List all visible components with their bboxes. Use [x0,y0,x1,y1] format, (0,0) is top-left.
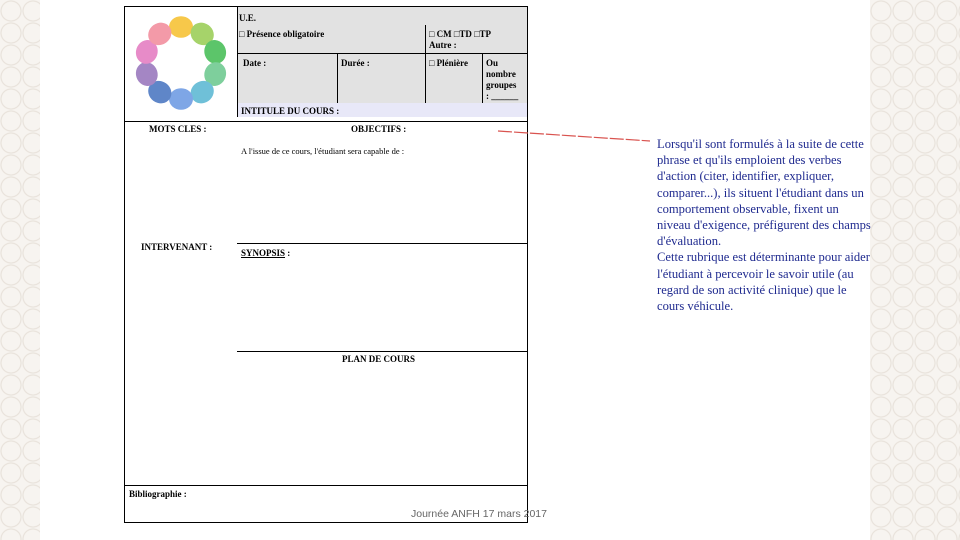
header-cells-band [237,53,527,103]
annotation-text-box [657,136,872,314]
plan-de-cours-label: PLAN DE COURS [342,354,416,364]
logo-petal [169,88,193,110]
bibliographie-label: Bibliographie : [129,489,187,499]
header-divider-2 [337,53,338,103]
duree-label: Durée : [341,58,370,68]
flower-logo-icon [127,11,235,115]
ou-label: Ou [486,58,499,68]
logo-petal [169,16,193,38]
left-decorative-border [0,0,40,540]
presence-checkbox[interactable]: □ Présence obligatoire [239,29,325,39]
header-left-border [237,7,238,117]
nombre-label: nombre [486,69,516,79]
groupes-blank: : ______ [486,91,519,101]
section-divider-synopsis [237,243,527,244]
annotation-paragraph-2: Cette rubrique est déterminante pour aider l'étudiant à percevoir le savoir utile (au regard de son activité clinique) que le cours véhicule. [657,250,870,314]
intervenant-label: INTERVENANT : [141,242,213,252]
mots-cles-label: MOTS CLES : [149,124,207,134]
header-divider-3 [482,53,483,103]
annotation-paragraph-1: Lorsqu'il sont formulés à la suite de cette phrase et qu'ils emploient des verbes d'action (citer, identifier, expliquer, comparer...), ils situent l'étudiant dans un comportement observable, fixent un niveau d'exigence, préfigurent des champs d'évaluation. [657,137,871,249]
objectifs-label: OBJECTIFS : [351,124,407,134]
date-label: Date : [243,58,267,68]
synopsis-label: SYNOPSIS [241,248,286,258]
section-divider-top [125,121,527,122]
autre-label: Autre : [429,40,457,50]
section-divider-biblio [125,485,527,486]
cm-td-tp-checkboxes[interactable]: □ CM □TD □TP [429,29,492,39]
synopsis-label-group [241,248,290,258]
section-divider-plan [237,351,527,352]
ue-label: U.E. [239,13,257,23]
groupes-label: groupes [486,80,517,90]
synopsis-colon: : [285,248,291,258]
pleniere-checkbox[interactable]: □ Plénière [429,58,469,68]
course-form [124,6,528,523]
intitule-label: INTITULE DU COURS : [241,106,340,116]
objectifs-text: A l'issue de ce cours, l'étudiant sera capable de : [241,146,405,156]
header-divider-1 [425,25,426,103]
footer-text: Journée ANFH 17 mars 2017 [411,508,547,520]
right-decorative-border [870,0,960,540]
